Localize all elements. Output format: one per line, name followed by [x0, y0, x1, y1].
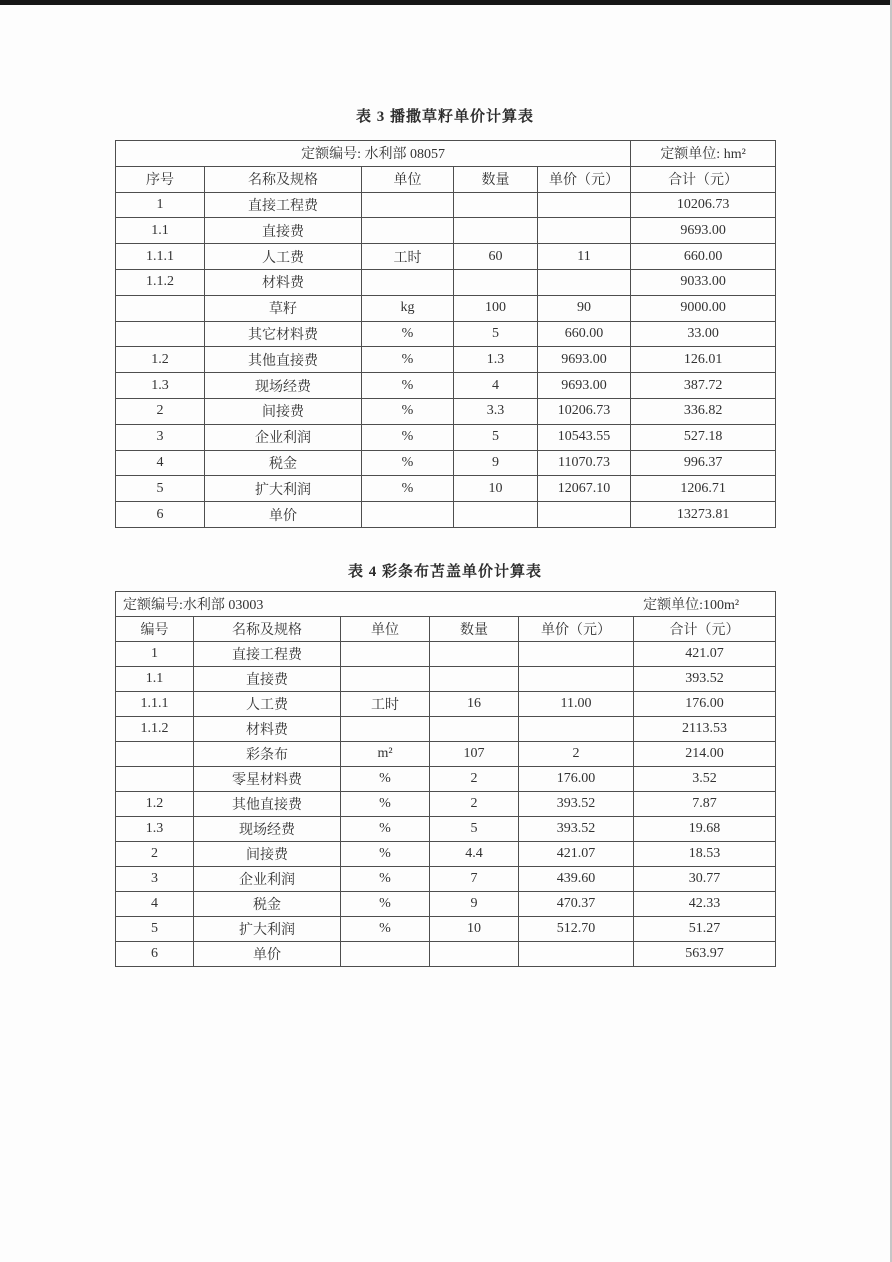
table-cell: 扩大利润	[205, 476, 362, 502]
table-row	[116, 917, 776, 942]
table-cell: 直接工程费	[194, 642, 341, 667]
table-row	[116, 373, 776, 399]
table-row	[116, 692, 776, 717]
table-cell: 工时	[341, 692, 430, 717]
table3-header-row	[116, 166, 776, 192]
table-cell: 1.1.2	[116, 717, 194, 742]
table-cell: 33.00	[631, 321, 776, 347]
table-cell: 9693.00	[538, 373, 631, 399]
column-header: 合计（元）	[631, 166, 776, 192]
table-cell: 100	[454, 295, 538, 321]
column-header: 单价（元）	[519, 617, 634, 642]
table-cell: 2	[116, 398, 205, 424]
quota-unit-label: 定额单位:100m²	[643, 598, 740, 613]
table-cell	[454, 218, 538, 244]
table-cell: 单价	[194, 942, 341, 967]
column-header: 名称及规格	[205, 166, 362, 192]
table-cell: %	[341, 917, 430, 942]
table-row	[116, 867, 776, 892]
table-cell: 563.97	[634, 942, 776, 967]
column-header: 序号	[116, 166, 205, 192]
table-cell: 2113.53	[634, 717, 776, 742]
table-cell: 3.52	[634, 767, 776, 792]
table-cell: %	[362, 398, 454, 424]
table-cell	[341, 667, 430, 692]
quota-number-label: 定额编号:水利部 03003	[123, 598, 264, 613]
table-row	[116, 192, 776, 218]
table-row	[116, 450, 776, 476]
table-row	[116, 502, 776, 528]
table-cell: 421.07	[519, 842, 634, 867]
table-cell: 材料费	[205, 269, 362, 295]
table4-tarpaulin-unit-price	[115, 591, 776, 967]
table-row	[116, 347, 776, 373]
table-cell: 30.77	[634, 867, 776, 892]
table-cell: %	[362, 321, 454, 347]
table-cell: 3	[116, 867, 194, 892]
column-header: 合计（元）	[634, 617, 776, 642]
column-header: 单位	[341, 617, 430, 642]
table3-grass-seed-unit-price	[115, 140, 776, 528]
table-cell: 其他直接费	[194, 792, 341, 817]
table-cell: 11.00	[519, 692, 634, 717]
table-cell	[116, 321, 205, 347]
table-cell: 1206.71	[631, 476, 776, 502]
table-cell: 税金	[194, 892, 341, 917]
table-cell: 18.53	[634, 842, 776, 867]
table-cell: 439.60	[519, 867, 634, 892]
table4-body	[116, 642, 776, 967]
table-cell: 5	[454, 321, 538, 347]
table-cell	[430, 667, 519, 692]
table-cell: 16	[430, 692, 519, 717]
table-cell	[430, 942, 519, 967]
table-cell: m²	[341, 742, 430, 767]
table-cell: 336.82	[631, 398, 776, 424]
table-cell: 1	[116, 192, 205, 218]
table-cell: 9033.00	[631, 269, 776, 295]
table-cell: 3.3	[454, 398, 538, 424]
table-cell: 214.00	[634, 742, 776, 767]
table-cell	[454, 502, 538, 528]
table-cell: 人工费	[194, 692, 341, 717]
table-cell: 2	[430, 767, 519, 792]
table-cell: 扩大利润	[194, 917, 341, 942]
table-cell: %	[362, 476, 454, 502]
column-header: 名称及规格	[194, 617, 341, 642]
table-cell: 10206.73	[538, 398, 631, 424]
table-cell	[362, 502, 454, 528]
table-cell: 2	[519, 742, 634, 767]
table-cell: 5	[116, 917, 194, 942]
table-row	[116, 942, 776, 967]
table-cell: %	[341, 792, 430, 817]
table-row	[116, 767, 776, 792]
table-row	[116, 667, 776, 692]
table-cell	[454, 192, 538, 218]
table-cell: 现场经费	[194, 817, 341, 842]
table-cell: 3	[116, 424, 205, 450]
table-row	[116, 842, 776, 867]
table-cell: 间接费	[205, 398, 362, 424]
table-cell: 直接费	[205, 218, 362, 244]
table4-title: 表 4 彩条布苫盖单价计算表	[347, 564, 542, 580]
table-cell: 996.37	[631, 450, 776, 476]
table-cell: 1.2	[116, 792, 194, 817]
table-cell: 527.18	[631, 424, 776, 450]
table-cell: 6	[116, 942, 194, 967]
table-cell: 4	[116, 892, 194, 917]
table-row	[116, 398, 776, 424]
table-cell: 10	[454, 476, 538, 502]
table-cell: 草籽	[205, 295, 362, 321]
table-cell	[116, 767, 194, 792]
table-cell: %	[362, 373, 454, 399]
table-cell: 1.1	[116, 667, 194, 692]
table-cell: 9693.00	[631, 218, 776, 244]
quota-number-label: 定额编号: 水利部 08057	[116, 141, 631, 167]
table-cell: 176.00	[634, 692, 776, 717]
table-cell: 4	[116, 450, 205, 476]
column-header: 数量	[454, 166, 538, 192]
table-cell: 2	[116, 842, 194, 867]
table-row	[116, 642, 776, 667]
table-cell	[430, 642, 519, 667]
table-cell: 材料费	[194, 717, 341, 742]
table-row	[116, 321, 776, 347]
table-cell: 7	[430, 867, 519, 892]
table-cell: 660.00	[538, 321, 631, 347]
table-row	[116, 218, 776, 244]
table-cell: 1.2	[116, 347, 205, 373]
table-cell	[519, 642, 634, 667]
table-cell	[538, 192, 631, 218]
table-cell: kg	[362, 295, 454, 321]
table-cell: 税金	[205, 450, 362, 476]
table-cell: 1	[116, 642, 194, 667]
table-cell	[538, 269, 631, 295]
table-cell: 107	[430, 742, 519, 767]
table-cell: 2	[430, 792, 519, 817]
table-cell: 7.87	[634, 792, 776, 817]
table-cell: %	[362, 347, 454, 373]
table-cell: 1.1	[116, 218, 205, 244]
table-cell: 470.37	[519, 892, 634, 917]
table-cell: %	[341, 767, 430, 792]
table-cell: 393.52	[519, 792, 634, 817]
table-cell: %	[341, 842, 430, 867]
table-cell: 60	[454, 244, 538, 270]
table-row	[116, 742, 776, 767]
table-cell: 1.3	[116, 373, 205, 399]
table-cell: 421.07	[634, 642, 776, 667]
table-cell: 5	[430, 817, 519, 842]
table-cell: 51.27	[634, 917, 776, 942]
table-cell: 现场经费	[205, 373, 362, 399]
table-cell: 12067.10	[538, 476, 631, 502]
table-cell: 1.1.2	[116, 269, 205, 295]
column-header: 数量	[430, 617, 519, 642]
table-cell: 19.68	[634, 817, 776, 842]
table-cell: 间接费	[194, 842, 341, 867]
table-cell: %	[341, 892, 430, 917]
table-cell: 126.01	[631, 347, 776, 373]
table-cell	[519, 667, 634, 692]
table-cell: 4.4	[430, 842, 519, 867]
table-row	[116, 295, 776, 321]
table-cell: 42.33	[634, 892, 776, 917]
table-cell: 其他直接费	[205, 347, 362, 373]
table-cell	[430, 717, 519, 742]
table-cell: 直接费	[194, 667, 341, 692]
table-cell: 10	[430, 917, 519, 942]
table3-body	[116, 192, 776, 527]
table-row	[116, 892, 776, 917]
table-cell: 90	[538, 295, 631, 321]
column-header: 编号	[116, 617, 194, 642]
table-cell: 1.3	[454, 347, 538, 373]
table-cell: 5	[116, 476, 205, 502]
table3-quota-row	[116, 141, 776, 167]
table-cell	[519, 942, 634, 967]
table-row	[116, 792, 776, 817]
table-cell: 企业利润	[194, 867, 341, 892]
table-cell: 512.70	[519, 917, 634, 942]
table-cell: 9693.00	[538, 347, 631, 373]
table-cell: 393.52	[634, 667, 776, 692]
table-cell: 1.1.1	[116, 244, 205, 270]
table-cell: 176.00	[519, 767, 634, 792]
table-cell: 工时	[362, 244, 454, 270]
table-cell	[519, 717, 634, 742]
table-row	[116, 817, 776, 842]
table-cell: 11070.73	[538, 450, 631, 476]
column-header: 单位	[362, 166, 454, 192]
table-cell	[341, 942, 430, 967]
table-row	[116, 476, 776, 502]
table-row	[116, 717, 776, 742]
table-cell: 4	[454, 373, 538, 399]
table-cell	[362, 269, 454, 295]
table-cell: 660.00	[631, 244, 776, 270]
table-cell: 单价	[205, 502, 362, 528]
table-cell	[341, 642, 430, 667]
table-cell: 9000.00	[631, 295, 776, 321]
table-cell: 387.72	[631, 373, 776, 399]
table-cell: %	[362, 424, 454, 450]
table-row	[116, 244, 776, 270]
table-cell: 1.3	[116, 817, 194, 842]
table-row	[116, 424, 776, 450]
table-row	[116, 269, 776, 295]
table-cell: 1.1.1	[116, 692, 194, 717]
table-cell: 11	[538, 244, 631, 270]
table-cell	[538, 218, 631, 244]
table4-quota-row	[116, 592, 776, 617]
table-cell	[538, 502, 631, 528]
table-cell: 5	[454, 424, 538, 450]
table-cell: 人工费	[205, 244, 362, 270]
table-cell: 直接工程费	[205, 192, 362, 218]
table-cell: 零星材料费	[194, 767, 341, 792]
table-cell: 6	[116, 502, 205, 528]
table-cell	[116, 295, 205, 321]
table-cell	[362, 192, 454, 218]
table-cell: 10543.55	[538, 424, 631, 450]
table-cell: 彩条布	[194, 742, 341, 767]
scan-artifact-top-edge	[0, 0, 892, 5]
quota-unit-label: 定额单位: hm²	[631, 141, 776, 167]
table-cell: %	[341, 867, 430, 892]
table-cell: 13273.81	[631, 502, 776, 528]
table-cell: 9	[430, 892, 519, 917]
table4-header-row	[116, 617, 776, 642]
table-cell: 其它材料费	[205, 321, 362, 347]
table-cell: %	[341, 817, 430, 842]
table-cell: 企业利润	[205, 424, 362, 450]
table-cell	[116, 742, 194, 767]
table-cell	[362, 218, 454, 244]
table-cell: 10206.73	[631, 192, 776, 218]
table-cell: %	[362, 450, 454, 476]
table-cell	[341, 717, 430, 742]
table-cell	[454, 269, 538, 295]
table3-title: 表 3 播撒草籽单价计算表	[355, 109, 534, 125]
table-cell: 9	[454, 450, 538, 476]
column-header: 单价（元）	[538, 166, 631, 192]
table-cell: 393.52	[519, 817, 634, 842]
